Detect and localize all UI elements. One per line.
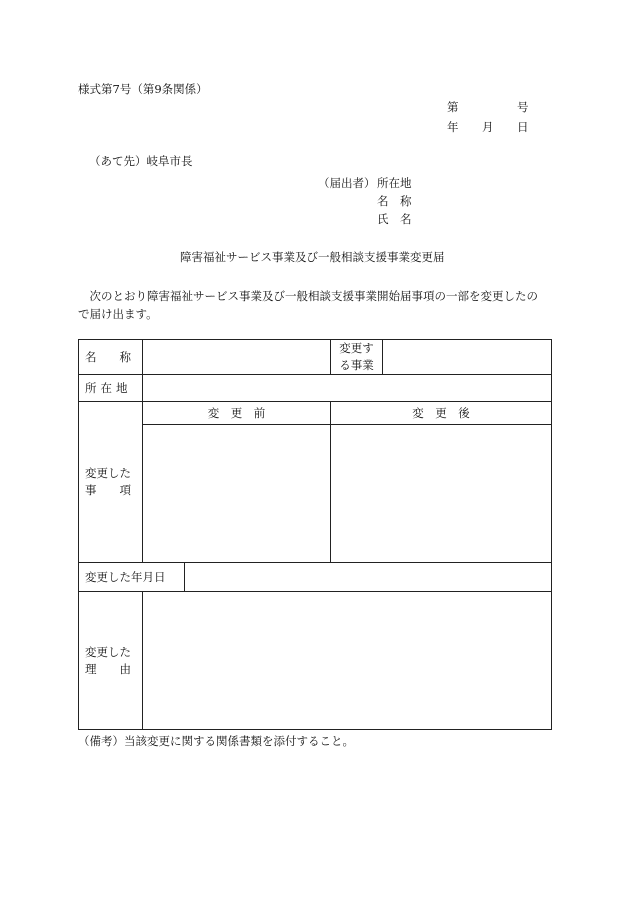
reason-label-line1: 変更した — [85, 644, 131, 659]
changing-business-label-line1: 変更す — [339, 341, 374, 355]
notifier-label: （届出者） — [318, 176, 376, 190]
before-after-header-row — [79, 402, 552, 425]
changed-items-label — [79, 402, 143, 563]
before-change-field[interactable] — [143, 425, 331, 563]
doc-number-suffix: 号 — [517, 100, 529, 114]
form-number: 様式第7号（第9条関係） — [78, 82, 208, 96]
reason-label-line2: 理 由 — [85, 661, 131, 676]
name-label — [79, 340, 143, 375]
name-row — [79, 340, 552, 375]
changed-items-label-line2: 事 項 — [85, 483, 131, 497]
document-title: 障害福祉サービス事業及び一般相談支援事業変更届 — [180, 250, 445, 264]
reason-row — [79, 592, 552, 730]
body-text-line2: で届け出ます。 — [78, 307, 158, 321]
location-field[interactable] — [143, 375, 552, 402]
body-text-line1: 次のとおり障害福祉サービス事業及び一般相談支援事業開始届事項の一部を変更したの — [78, 289, 538, 303]
doc-number-prefix: 第 — [447, 100, 459, 114]
change-form-table — [78, 339, 552, 730]
notifier-name-label: 名 称 — [377, 194, 412, 208]
addressee: （あて先）岐阜市長 — [89, 154, 193, 168]
name-label-text: 名 称 — [85, 350, 131, 364]
date-year: 年 — [447, 120, 459, 134]
before-change-header: 変 更 前 — [143, 402, 331, 425]
before-after-content-row — [79, 425, 552, 563]
reason-field[interactable] — [143, 592, 552, 730]
location-row — [79, 375, 552, 402]
changed-items-label-line1: 変更した — [85, 466, 131, 480]
after-change-field[interactable] — [331, 425, 552, 563]
changing-business-label-line2: る事業 — [339, 358, 374, 372]
reason-label — [79, 592, 143, 730]
change-date-row — [79, 563, 552, 592]
after-change-header: 変 更 後 — [331, 402, 552, 425]
date-month: 月 — [482, 120, 494, 134]
note-text: 当該変更に関する関係書類を添付すること。 — [124, 734, 354, 748]
location-label: 所在地 — [79, 375, 143, 402]
date-day: 日 — [517, 120, 529, 134]
change-date-label — [79, 563, 185, 592]
notifier-person-label: 氏 名 — [377, 212, 412, 226]
changing-business-field[interactable] — [383, 340, 552, 375]
notifier-location-label: 所在地 — [377, 176, 412, 190]
change-date-label-text: 変更した年月日 — [85, 570, 166, 584]
changing-business-label — [331, 340, 383, 375]
name-field[interactable] — [143, 340, 331, 375]
note-label: （備考） — [78, 734, 124, 748]
change-date-field[interactable] — [185, 563, 552, 592]
